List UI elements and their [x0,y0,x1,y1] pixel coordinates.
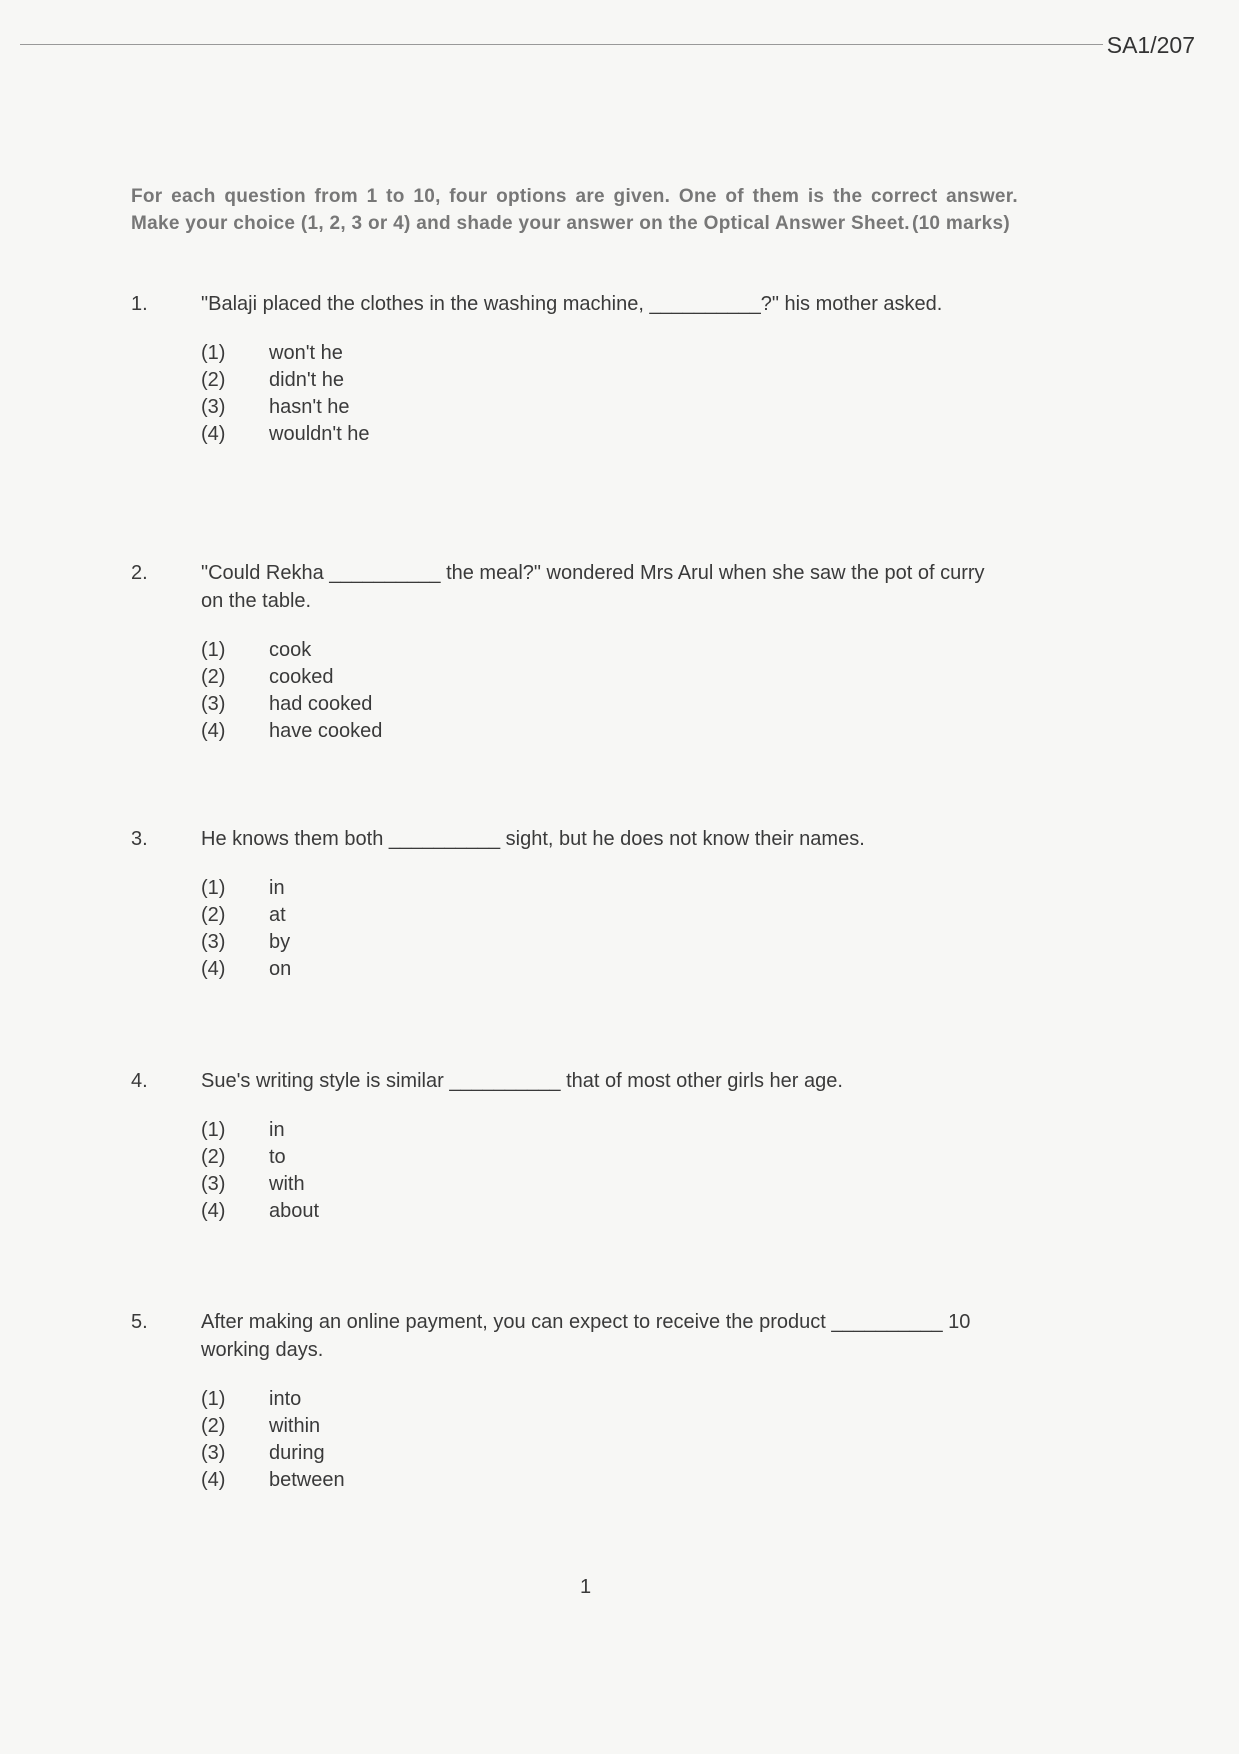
option [201,875,1011,902]
option-text: didn't he [269,369,344,391]
option-number: (2) [201,666,226,688]
option-number: (2) [201,904,226,926]
instructions [131,183,1018,237]
option-text: into [269,1388,302,1410]
question-number: 5. [131,1311,148,1333]
header-rule [20,44,1194,45]
option-number: (4) [201,423,226,445]
options-list [201,340,1011,448]
option [201,367,1011,394]
option-text: in [269,877,285,899]
option-number: (3) [201,693,226,715]
paper-code: SA1/207 [1103,32,1195,59]
option-number: (3) [201,1442,226,1464]
question-4 [131,1067,1011,1225]
option-text: between [269,1469,345,1491]
option [201,929,1011,956]
option-number: (4) [201,720,226,742]
marks-label: (10 marks) [911,213,1010,234]
option-number: (1) [201,877,226,899]
option-number: (1) [201,1119,226,1141]
question-text: "Balaji placed the clothes in the washing machine, __________?" his mother asked. [201,293,943,315]
option-text: in [269,1119,285,1141]
option [201,664,1011,691]
option-number: (2) [201,1146,226,1168]
option [201,691,1011,718]
option-text: wouldn't he [269,423,370,445]
option [201,637,1011,664]
option-text: at [269,904,286,926]
option [201,1198,1011,1225]
option-number: (2) [201,1415,226,1437]
option-number: (1) [201,342,226,364]
question-text: He knows them both __________ sight, but he does not know their names. [201,828,865,850]
option-number: (1) [201,639,226,661]
options-list [201,1386,1011,1494]
option-number: (3) [201,396,226,418]
option-number: (4) [201,1469,226,1491]
option-text: within [269,1415,321,1437]
option-text: cook [269,639,312,661]
option-text: with [269,1173,305,1195]
option [201,718,1011,745]
instructions-text: For each question from 1 to 10, four options are given. One of them is the correct answer. Make your choice (1, 2, 3 or 4) and shade your answer on the Optical Answer Sheet. [131,186,1018,234]
question-5 [131,1308,1011,1494]
option-number: (3) [201,931,226,953]
option-number: (4) [201,958,226,980]
option-number: (1) [201,1388,226,1410]
question-number: 2. [131,562,148,584]
option [201,421,1011,448]
option [201,394,1011,421]
option [201,1144,1011,1171]
option-number: (4) [201,1200,226,1222]
option [201,1171,1011,1198]
page-number: 1 [580,1576,592,1598]
question-number: 4. [131,1070,148,1092]
option-text: hasn't he [269,396,350,418]
question-text: After making an online payment, you can expect to receive the product __________ 10 working days. [201,1311,971,1361]
option-text: had cooked [269,693,373,715]
option-text: about [269,1200,320,1222]
option-text: have cooked [269,720,383,742]
option-text: cooked [269,666,334,688]
option [201,1467,1011,1494]
question-number: 1. [131,293,148,315]
option-text: won't he [269,342,343,364]
option-text: on [269,958,292,980]
question-number: 3. [131,828,148,850]
question-text: "Could Rekha __________ the meal?" wondered Mrs Arul when she saw the pot of curry on the table. [201,562,985,612]
option-text: to [269,1146,286,1168]
option-number: (2) [201,369,226,391]
option [201,1386,1011,1413]
option [201,340,1011,367]
option-number: (3) [201,1173,226,1195]
option [201,1413,1011,1440]
options-list [201,875,1011,983]
option [201,1117,1011,1144]
question-1 [131,290,1011,448]
question-text: Sue's writing style is similar __________ that of most other girls her age. [201,1070,843,1092]
question-2 [131,559,1011,745]
option [201,902,1011,929]
question-3 [131,825,1011,983]
option [201,956,1011,983]
options-list [201,637,1011,745]
options-list [201,1117,1011,1225]
option-text: by [269,931,291,953]
option [201,1440,1011,1467]
option-text: during [269,1442,325,1464]
